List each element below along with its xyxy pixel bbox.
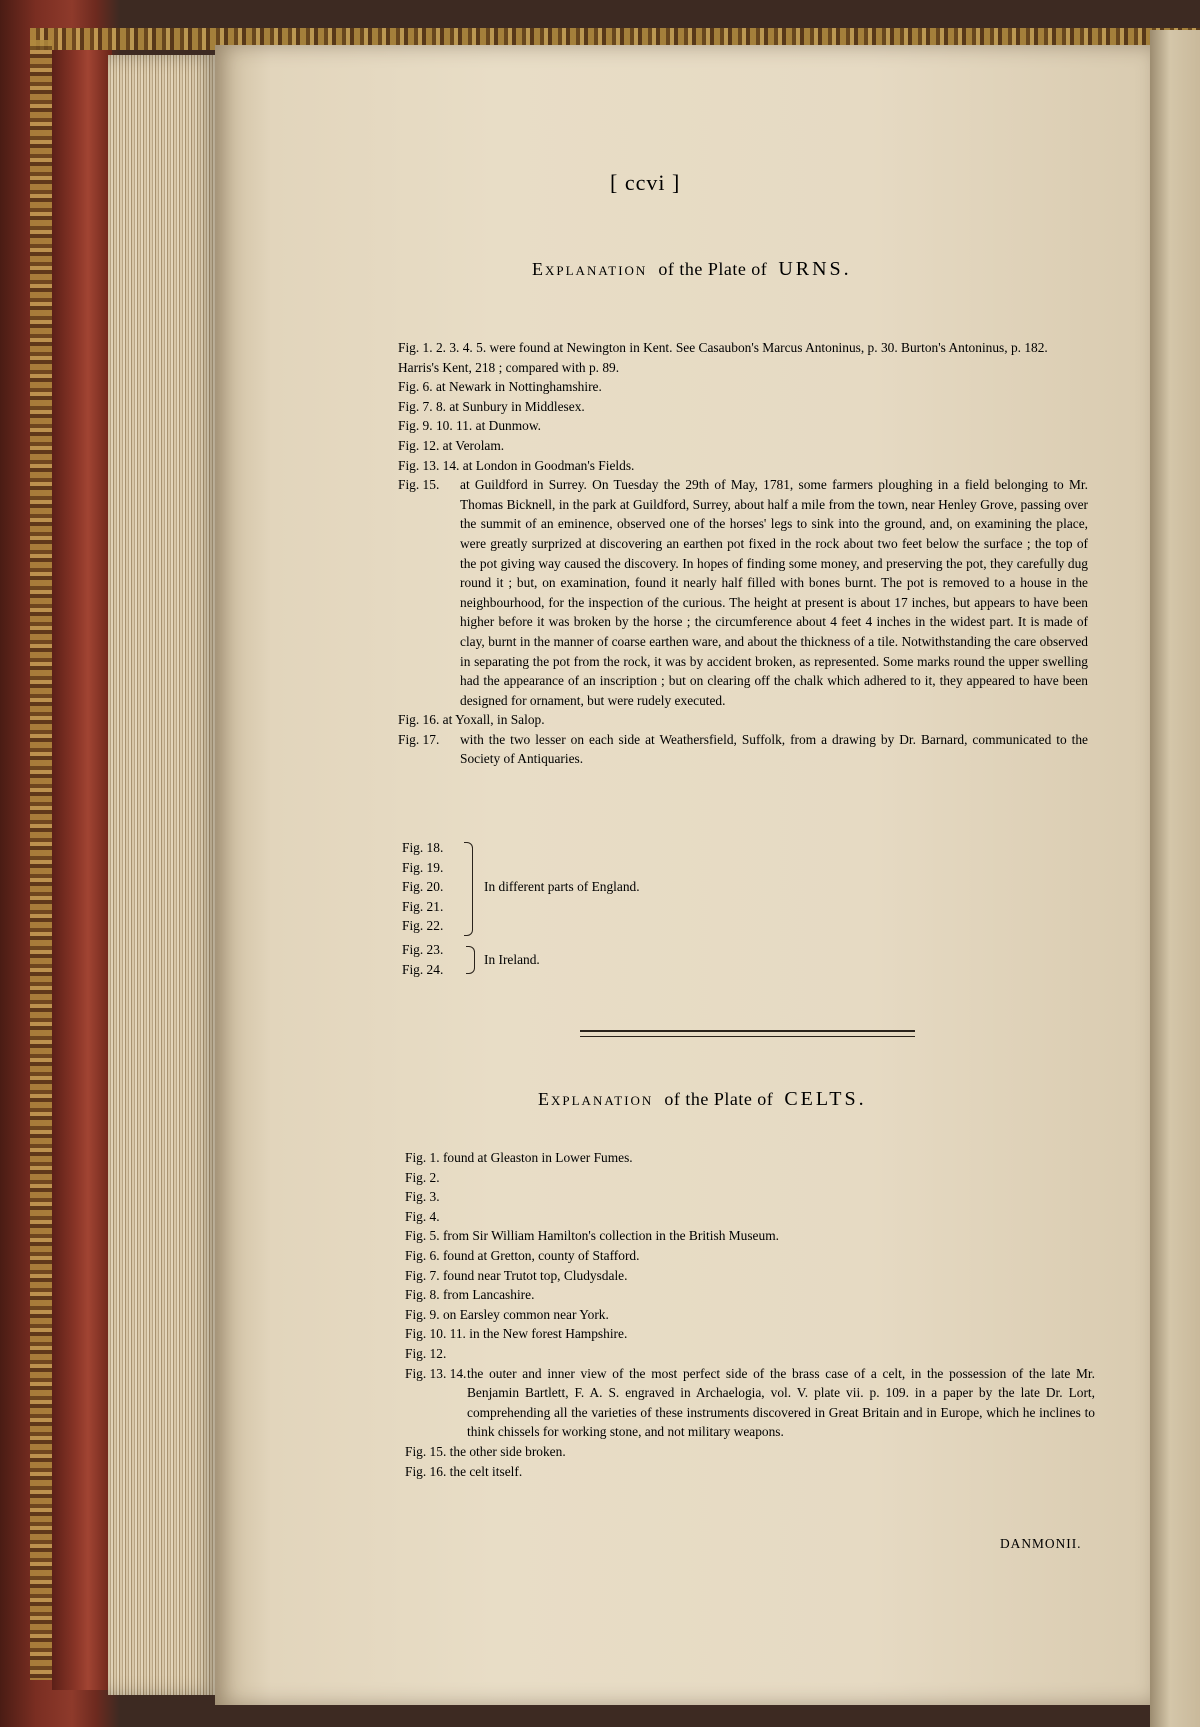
list-item: [405, 1207, 1095, 1227]
celts-title-subject: CELTS.: [784, 1088, 867, 1110]
ireland-group-text: In Ireland.: [484, 952, 540, 967]
celts-title-prefix: Explanation: [538, 1089, 654, 1109]
list-item: Fig. 19.: [402, 859, 444, 875]
list-item: [398, 397, 1088, 417]
brace-icon: [466, 946, 475, 974]
list-item: [405, 1246, 1095, 1266]
fig-label: Fig. 13. 14.: [398, 457, 460, 473]
fig-text: at Verolam.: [442, 437, 505, 453]
fig-text: the other side broken.: [449, 1443, 566, 1459]
list-item: [398, 416, 1088, 436]
england-figure-group: [402, 838, 443, 936]
page-number: [ ccvi ]: [610, 170, 681, 195]
fig-label: Fig. 6.: [398, 379, 433, 395]
list-item: [405, 1285, 1095, 1305]
catchword: DANMONII.: [1000, 1536, 1082, 1551]
fig-label: Fig. 2.: [405, 1169, 440, 1185]
celts-section-title: [538, 1088, 867, 1111]
fig-label: Fig. 9.: [405, 1306, 440, 1322]
fig-text: found near Trutot top, Cludysdale.: [442, 1267, 628, 1283]
fig-label: Fig. 15.: [405, 1443, 447, 1459]
fig-label: Fig. 17.: [398, 731, 440, 747]
fig-text: at Dunmow.: [475, 418, 541, 434]
fig-label: Fig. 3.: [405, 1189, 440, 1205]
list-item: Fig. 22.: [402, 918, 444, 934]
list-item: Fig. 24.: [402, 961, 444, 977]
list-item: [398, 475, 1088, 710]
fig-label: Fig. 7.: [405, 1267, 440, 1283]
fig-text: found at Gretton, county of Stafford.: [442, 1247, 640, 1263]
fig-text: on Earsley common near York.: [442, 1306, 609, 1322]
fig-text: at Sunbury in Middlesex.: [449, 398, 585, 414]
fig-text: with the two lesser on each side at Weathersfield, Suffolk, from a drawing by Dr. Barnard, communicated to the Society of Antiquaries.: [460, 731, 1088, 767]
list-item: [405, 1266, 1095, 1286]
list-item: [405, 1226, 1095, 1246]
fig-label: Fig. 10. 11.: [405, 1326, 466, 1342]
fig-label: Fig. 9. 10. 11.: [398, 418, 473, 434]
list-item: [398, 338, 1088, 377]
fig-label: Fig. 12.: [405, 1345, 447, 1361]
urns-title-subject: URNS.: [778, 258, 852, 280]
list-item: [405, 1305, 1095, 1325]
fig-text: were found at Newington in Kent. See Casaubon's Marcus Antoninus, p. 30. Burton's Antoninus, p. 182. Harris's Kent, 218 ; compared with p. 89.: [398, 340, 1048, 375]
leather-binding: [52, 50, 112, 1690]
fig-text: at London in Goodman's Fields.: [462, 457, 635, 473]
fig-text: in the New forest Hampshire.: [469, 1326, 628, 1342]
urns-title-prefix: Explanation: [532, 259, 648, 279]
fig-label: Fig. 1.: [405, 1150, 440, 1165]
fig-text: at Newark in Nottinghamshire.: [435, 379, 602, 395]
fig-text: from Sir William Hamilton's collection in the British Museum.: [442, 1228, 779, 1244]
fig-label: Fig. 5.: [405, 1228, 440, 1244]
urns-title-mid: of the Plate of: [658, 259, 768, 279]
fig-text: the celt itself.: [449, 1463, 523, 1479]
urns-entries: [398, 338, 1088, 769]
urns-section-title: [532, 258, 852, 281]
ireland-figure-group: [402, 940, 443, 979]
fig-text: the outer and inner view of the most perfect side of the brass case of a celt, in the possession of the late Mr. Benjamin Bartlett, F. A. S. engraved in Archaelogia, vol. V. plate vii. p. 109. in a paper by the late Dr. Lort, comprehending all the varieties of these instruments discovered in Great Britain and in Europe, which he inclines to think chissels for working stone, and not military weapons.: [467, 1365, 1095, 1440]
list-item: [405, 1442, 1095, 1462]
gilt-border-left: [30, 40, 52, 1680]
list-item: [398, 377, 1088, 397]
fig-text: at Yoxall, in Salop.: [442, 712, 545, 728]
section-divider: [580, 1030, 915, 1037]
list-item: [405, 1187, 1095, 1207]
list-item: [405, 1324, 1095, 1344]
fig-label: Fig. 6.: [405, 1247, 440, 1263]
fig-text: found at Gleaston in Lower Fumes.: [442, 1150, 633, 1165]
england-group-text: In different parts of England.: [484, 879, 640, 894]
list-item: Fig. 21.: [402, 898, 444, 914]
fig-label: Fig. 16.: [405, 1463, 447, 1479]
list-item: Fig. 23.: [402, 942, 444, 957]
list-item: [405, 1168, 1095, 1188]
fig-text: from Lancashire.: [442, 1287, 535, 1303]
fig-label: Fig. 16.: [398, 712, 440, 728]
facing-page-edge: [1150, 30, 1200, 1727]
page-edges: [108, 55, 218, 1695]
list-item: [405, 1148, 1095, 1168]
fig-label: Fig. 12.: [398, 437, 440, 453]
fig-text: at Guildford in Surrey. On Tuesday the 29th of May, 1781, some farmers ploughing in a field belonging to Mr. Thomas Bicknell, in the park at Guildford, Surrey, about half a mile from the town, near Henley Grove, passing over the summit of an eminence, observed one of the horses' legs to sink into the ground, and, on examining the place, were greatly surprized at discovering an earthen pot fixed in the rock about two feet below the surface ; the top of the pot giving way caused the discovery. In hopes of finding some money, and preserving the pot, they carefully dug round it ; but, on examination, found it nearly half filled with bones burnt. The pot is removed to a house in the neighbourhood, for the inspection of the curious. The height at present is about 17 inches, but appears to have been higher before it was broken by the horse ; the circumference about 4 feet 4 inches in the widest part. It is made of clay, burnt in the manner of coarse earthen ware, and about the thickness of a tile. Notwithstanding the care observed in separating the pot from the rock, it was by accident broken, as represented. Some marks round the upper swelling had the appearance of an inscription ; but on clearing off the chalk which adhered to it, they appeared to have been designed for ornament, but were rudely executed.: [460, 477, 1088, 708]
fig-label: Fig. 15.: [398, 477, 440, 493]
list-item: [405, 1462, 1095, 1482]
brace-icon: [464, 842, 473, 936]
list-item: Fig. 20.: [402, 879, 444, 895]
fig-label: Fig. 8.: [405, 1287, 440, 1303]
list-item: [398, 730, 1088, 769]
fig-label: Fig. 1. 2. 3. 4. 5.: [398, 340, 487, 355]
celts-title-mid: of the Plate of: [664, 1089, 774, 1109]
fig-label: Fig. 13. 14.: [405, 1365, 467, 1381]
list-item: Fig. 18.: [402, 840, 444, 855]
fig-label: Fig. 7. 8.: [398, 398, 446, 414]
list-item: [405, 1344, 1095, 1364]
fig-label: Fig. 4.: [405, 1208, 440, 1224]
list-item: [398, 710, 1088, 730]
list-item: [398, 456, 1088, 476]
list-item: [398, 436, 1088, 456]
list-item: [405, 1364, 1095, 1442]
celts-entries: [405, 1148, 1095, 1481]
